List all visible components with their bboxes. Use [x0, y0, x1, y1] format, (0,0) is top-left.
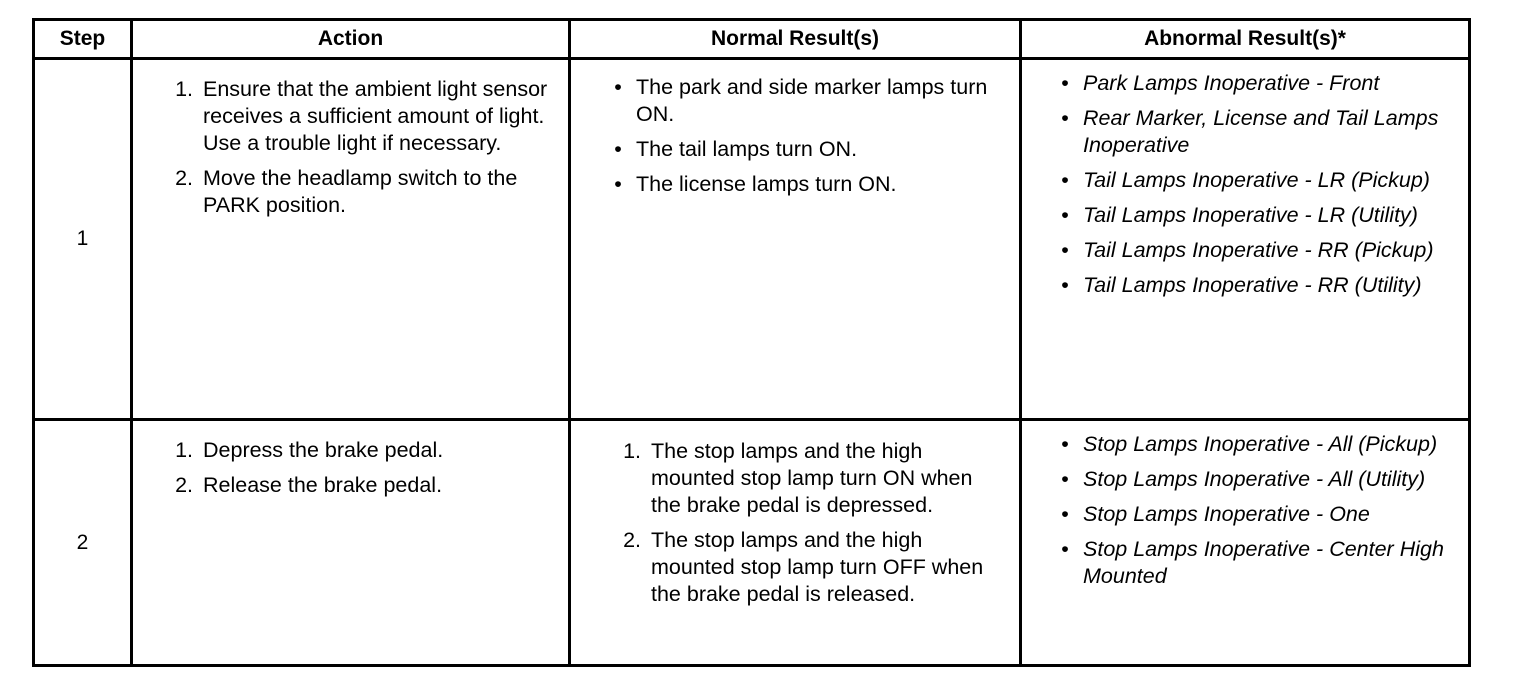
item-number: 2. — [623, 528, 641, 552]
item-text: Tail Lamps Inoperative - RR (Utility) — [1083, 273, 1422, 297]
item-text: The stop lamps and the high mounted stop lamp turn ON when the brake pedal is depressed. — [651, 439, 973, 517]
list-item — [163, 76, 550, 157]
list-item — [611, 171, 1001, 198]
table-row-step-1 — [34, 59, 1470, 420]
item-text: Depress the brake pedal. — [203, 438, 444, 462]
bullet-icon: • — [1061, 537, 1069, 561]
item-number: 1. — [175, 438, 193, 462]
list-item — [1058, 272, 1458, 299]
item-text: Stop Lamps Inoperative - All (Utility) — [1083, 467, 1426, 491]
list-item — [1058, 501, 1458, 528]
action-cell — [132, 420, 570, 666]
list-item — [1058, 237, 1458, 264]
bullet-icon: • — [1061, 432, 1069, 456]
bullet-icon: • — [614, 172, 622, 196]
normal-results-cell — [570, 59, 1021, 420]
header-abnormal-results: Abnormal Result(s)* — [1021, 20, 1470, 59]
list-item — [163, 165, 550, 219]
item-text: Rear Marker, License and Tail Lamps Inoperative — [1083, 106, 1439, 157]
item-text: Ensure that the ambient light sensor receives a sufficient amount of light. Use a trouble light if necessary. — [203, 77, 548, 155]
item-text: Move the headlamp switch to the PARK position. — [203, 166, 518, 217]
abnormal-results-list — [1022, 60, 1468, 299]
item-text: Stop Lamps Inoperative - One — [1083, 502, 1370, 526]
list-item — [1058, 202, 1458, 229]
bullet-icon: • — [1061, 106, 1069, 130]
bullet-icon: • — [1061, 203, 1069, 227]
item-number: 2. — [175, 166, 193, 190]
list-item — [163, 472, 550, 499]
item-text: The tail lamps turn ON. — [636, 137, 858, 161]
action-cell — [132, 59, 570, 420]
bullet-icon: • — [1061, 238, 1069, 262]
bullet-icon: • — [1061, 71, 1069, 95]
step-number: 1 — [34, 59, 132, 420]
bullet-icon: • — [1061, 273, 1069, 297]
abnormal-results-list — [1022, 421, 1468, 590]
item-text: Release the brake pedal. — [203, 473, 443, 497]
list-item — [611, 74, 1001, 128]
bullet-icon: • — [1061, 502, 1069, 526]
list-item — [611, 527, 1001, 608]
item-text: Stop Lamps Inoperative - All (Pickup) — [1083, 432, 1438, 456]
diagnostic-table — [32, 18, 1471, 667]
list-item — [1058, 105, 1458, 159]
list-item — [1058, 466, 1458, 493]
bullet-icon: • — [614, 137, 622, 161]
normal-results-list — [571, 421, 1019, 608]
item-text: Tail Lamps Inoperative - RR (Pickup) — [1083, 238, 1434, 262]
list-item — [1058, 431, 1458, 458]
list-item — [1058, 167, 1458, 194]
item-text: The license lamps turn ON. — [636, 172, 897, 196]
normal-results-cell — [570, 420, 1021, 666]
list-item — [1058, 70, 1458, 97]
header-row — [34, 20, 1470, 59]
item-text: Park Lamps Inoperative - Front — [1083, 71, 1380, 95]
list-item — [611, 136, 1001, 163]
normal-results-list — [571, 60, 1019, 198]
abnormal-results-cell — [1021, 420, 1470, 666]
item-number: 1. — [175, 77, 193, 101]
list-item — [163, 437, 550, 464]
header-normal-results: Normal Result(s) — [570, 20, 1021, 59]
item-text: The park and side marker lamps turn ON. — [636, 75, 988, 126]
action-list — [133, 60, 568, 219]
item-number: 1. — [623, 439, 641, 463]
item-text: Tail Lamps Inoperative - LR (Pickup) — [1083, 168, 1430, 192]
list-item — [611, 438, 1001, 519]
bullet-icon: • — [1061, 467, 1069, 491]
action-list — [133, 421, 568, 499]
item-number: 2. — [175, 473, 193, 497]
list-item — [1058, 536, 1458, 590]
step-number: 2 — [34, 420, 132, 666]
header-step: Step — [34, 20, 132, 59]
header-action: Action — [132, 20, 570, 59]
bullet-icon: • — [614, 75, 622, 99]
item-text: The stop lamps and the high mounted stop lamp turn OFF when the brake pedal is released. — [651, 528, 984, 606]
bullet-icon: • — [1061, 168, 1069, 192]
item-text: Stop Lamps Inoperative - Center High Mounted — [1083, 537, 1444, 588]
item-text: Tail Lamps Inoperative - LR (Utility) — [1083, 203, 1418, 227]
table-row-step-2 — [34, 420, 1470, 666]
abnormal-results-cell — [1021, 59, 1470, 420]
